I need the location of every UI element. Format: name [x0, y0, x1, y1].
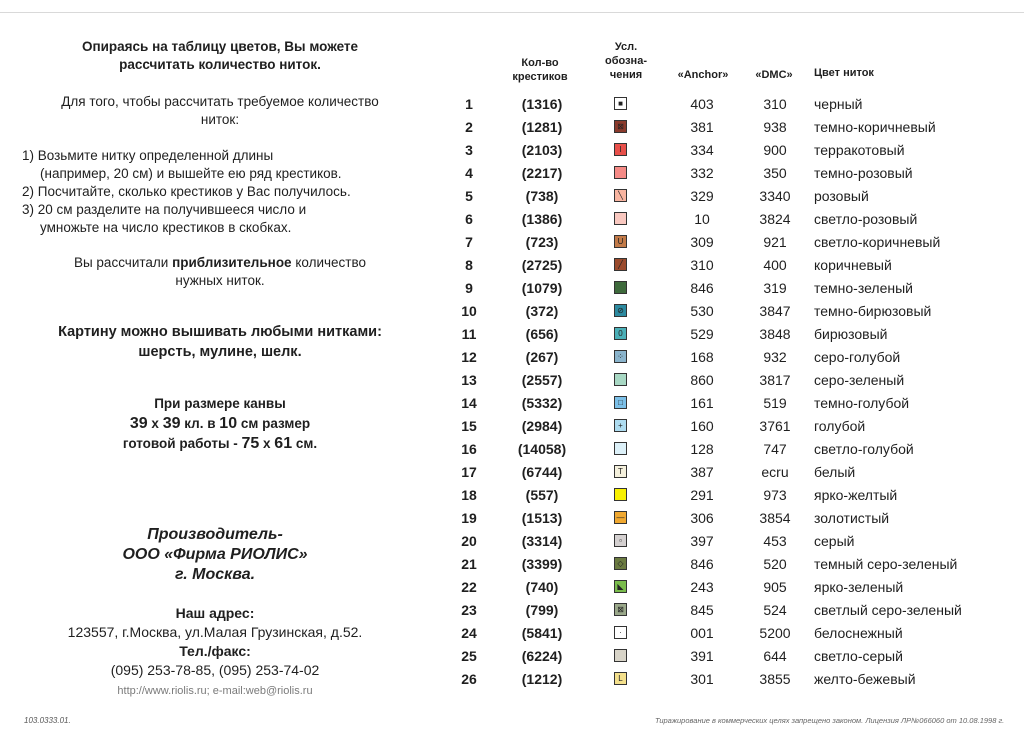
color-name: белоснежный — [814, 625, 903, 641]
stitch-count: (1316) — [521, 96, 563, 112]
header-dmc: «DMC» — [755, 69, 793, 81]
row-number: 23 — [461, 602, 477, 618]
color-name: золотистый — [814, 510, 890, 526]
anchor-code: 860 — [690, 372, 714, 388]
dmc-code: 453 — [763, 533, 787, 549]
symbol-swatch-icon: ╲ — [614, 189, 627, 202]
dmc-code: 3761 — [759, 418, 791, 434]
dmc-code: 921 — [763, 234, 787, 250]
stitch-count: (14058) — [517, 441, 567, 457]
symbol-swatch-icon: ⊘ — [614, 304, 627, 317]
license-note: Тиражирование в коммерческих целях запрещено законом. Лицензия ЛР№066060 от 10.08.1998 г. — [655, 716, 1005, 725]
table-row — [450, 599, 1010, 622]
row-number: 18 — [461, 487, 477, 503]
table-row — [450, 553, 1010, 576]
dmc-code: 319 — [763, 280, 787, 296]
stitch-count: (557) — [525, 487, 559, 503]
row-number: 21 — [461, 556, 477, 572]
dmc-code: 519 — [763, 395, 787, 411]
dmc-code: ecru — [761, 464, 789, 480]
table-row — [450, 392, 1010, 415]
dmc-code: 973 — [763, 487, 787, 503]
stitch-count: (2557) — [521, 372, 563, 388]
symbol-swatch-icon — [614, 166, 627, 179]
header-color: Цвет ниток — [814, 67, 874, 79]
stitch-count: (2725) — [521, 257, 563, 273]
color-name: белый — [814, 464, 856, 480]
symbol-swatch-icon: ◇ — [614, 557, 627, 570]
color-name: темно-розовый — [814, 165, 913, 181]
table-row — [450, 116, 1010, 139]
symbol-swatch-icon: ⊠ — [614, 120, 627, 133]
color-name: светлый серо-зеленый — [814, 602, 962, 618]
stitch-count: (267) — [525, 349, 559, 365]
symbol-swatch-icon: ⁘ — [614, 350, 627, 363]
row-number: 26 — [461, 671, 477, 687]
table-row — [450, 530, 1010, 553]
address-value: 123557, г.Москва, ул.Малая Грузинская, д.52. — [67, 624, 363, 640]
stitch-count: (1212) — [521, 671, 563, 687]
website-link[interactable]: http://www.riolis.ru; e-mail:web@riolis.ru — [117, 685, 313, 697]
dmc-code: 5200 — [759, 625, 791, 641]
dmc-code: 747 — [763, 441, 787, 457]
table-row — [450, 438, 1010, 461]
dmc-code: 932 — [763, 349, 787, 365]
dmc-code: 310 — [763, 96, 787, 112]
stitch-count: (372) — [525, 303, 559, 319]
anchor-code: 310 — [690, 257, 714, 273]
color-name: темный серо-зеленый — [814, 556, 958, 572]
row-number: 10 — [461, 303, 477, 319]
table-row — [450, 162, 1010, 185]
color-name: голубой — [814, 418, 866, 434]
anchor-code: 309 — [690, 234, 714, 250]
anchor-code: 846 — [690, 280, 714, 296]
stitch-count: (656) — [525, 326, 559, 342]
table-row — [450, 369, 1010, 392]
color-name: светло-серый — [814, 648, 903, 664]
row-number: 24 — [461, 625, 477, 641]
phone-value: (095) 253-78-85, (095) 253-74-02 — [110, 662, 320, 678]
color-name: черный — [814, 96, 863, 112]
row-number: 20 — [461, 533, 477, 549]
step-1-cont: (например, 20 см) и вышейте ею ряд крестиков. — [40, 166, 342, 181]
color-name: терракотовый — [814, 142, 905, 158]
phone-label: Тел./факс: — [179, 643, 251, 659]
anchor-code: 10 — [694, 211, 710, 227]
step-3: 3) 20 см разделите на получившееся число и — [22, 202, 307, 217]
anchor-code: 529 — [690, 326, 714, 342]
dmc-code: 350 — [763, 165, 787, 181]
anchor-code: 160 — [690, 418, 714, 434]
dmc-code: 3855 — [759, 671, 791, 687]
stitch-count: (738) — [525, 188, 559, 204]
symbol-swatch-icon: ╱ — [614, 258, 627, 271]
table-row — [450, 346, 1010, 369]
header-symbol: Усл. обозна- чения — [605, 41, 647, 81]
step-1: 1) Возьмите нитку определенной длины — [22, 148, 274, 163]
color-name: светло-голубой — [814, 441, 914, 457]
row-number: 6 — [465, 211, 473, 227]
symbol-swatch-icon: ▫ — [614, 534, 627, 547]
symbol-swatch-icon: U — [614, 235, 627, 248]
table-row — [450, 461, 1010, 484]
symbol-swatch-icon: L — [614, 672, 627, 685]
anchor-code: 306 — [690, 510, 714, 526]
row-number: 22 — [461, 579, 477, 595]
color-name: бирюзовый — [814, 326, 888, 342]
row-number: 16 — [461, 441, 477, 457]
step-2: 2) Посчитайте, сколько крестиков у Вас получилось. — [22, 184, 351, 199]
color-name: серо-зеленый — [814, 372, 905, 388]
intro-heading: Опираясь на таблицу цветов, Вы можете рассчитать количество ниток. — [81, 39, 359, 72]
dmc-code: 938 — [763, 119, 787, 135]
anchor-code: 291 — [690, 487, 714, 503]
producer: Производитель- ООО «Фирма РИОЛИС» г. Москва. — [122, 526, 308, 583]
row-number: 13 — [461, 372, 477, 388]
symbol-swatch-icon: I — [614, 143, 627, 156]
row-number: 25 — [461, 648, 477, 664]
row-number: 9 — [465, 280, 473, 296]
threads-note: Картину можно вышивать любыми нитками: шерсть, мулине, шелк. — [58, 324, 382, 360]
color-name: темно-зеленый — [814, 280, 913, 296]
symbol-swatch-icon: 0 — [614, 327, 627, 340]
product-code: 103.0333.01. — [24, 716, 71, 725]
anchor-code: 161 — [690, 395, 714, 411]
dmc-code: 3340 — [759, 188, 791, 204]
dmc-code: 520 — [763, 556, 787, 572]
table-row — [450, 93, 1010, 116]
calc-steps — [22, 147, 422, 237]
anchor-code: 846 — [690, 556, 714, 572]
table-row — [450, 277, 1010, 300]
stitch-count: (1281) — [521, 119, 563, 135]
dmc-code: 900 — [763, 142, 787, 158]
stitch-count: (1513) — [521, 510, 563, 526]
color-name: серо-голубой — [814, 349, 901, 365]
stitch-count: (5332) — [521, 395, 563, 411]
row-number: 17 — [461, 464, 477, 480]
stitch-count: (6744) — [521, 464, 563, 480]
symbol-swatch-icon — [614, 488, 627, 501]
table-row — [450, 185, 1010, 208]
stitch-count: (1386) — [521, 211, 563, 227]
row-number: 19 — [461, 510, 477, 526]
header-anchor: «Anchor» — [677, 69, 729, 81]
row-number: 15 — [461, 418, 477, 434]
table-row — [450, 323, 1010, 346]
dmc-code: 3817 — [759, 372, 791, 388]
row-number: 12 — [461, 349, 477, 365]
row-number: 8 — [465, 257, 473, 273]
table-row — [450, 231, 1010, 254]
anchor-code: 391 — [690, 648, 714, 664]
dmc-code: 644 — [763, 648, 787, 664]
stitch-count: (5841) — [521, 625, 563, 641]
symbol-swatch-icon — [614, 373, 627, 386]
table-row — [450, 507, 1010, 530]
table-row — [450, 415, 1010, 438]
calc-intro: Для того, чтобы рассчитать требуемое количество ниток: — [61, 94, 379, 127]
anchor-code: 128 — [690, 441, 714, 457]
color-name: ярко-зеленый — [814, 579, 904, 595]
dmc-code: 905 — [763, 579, 787, 595]
size-note: При размере канвы 39 х 39 кл. в 10 см размер готовой работы - 75 х 61 см. — [122, 396, 318, 452]
symbol-swatch-icon: T — [614, 465, 627, 478]
anchor-code: 243 — [690, 579, 714, 595]
anchor-code: 329 — [690, 188, 714, 204]
row-number: 7 — [465, 234, 473, 250]
anchor-code: 530 — [690, 303, 714, 319]
color-name: коричневый — [814, 257, 892, 273]
row-number: 5 — [465, 188, 473, 204]
table-row — [450, 254, 1010, 277]
symbol-swatch-icon: ◣ — [614, 580, 627, 593]
stitch-count: (1079) — [521, 280, 563, 296]
stitch-count: (723) — [525, 234, 559, 250]
table-row — [450, 668, 1010, 691]
row-number: 1 — [465, 96, 473, 112]
symbol-swatch-icon — [614, 281, 627, 294]
table-row — [450, 208, 1010, 231]
header-count: Кол-во крестиков — [512, 57, 568, 83]
dmc-code: 3847 — [759, 303, 791, 319]
symbol-swatch-icon: · — [614, 626, 627, 639]
stitch-count: (2217) — [521, 165, 563, 181]
table-row — [450, 139, 1010, 162]
color-name: темно-бирюзовый — [814, 303, 932, 319]
row-number: 14 — [461, 395, 477, 411]
symbol-swatch-icon — [614, 442, 627, 455]
info-panel — [0, 0, 440, 748]
anchor-code: 301 — [690, 671, 714, 687]
color-name: светло-коричневый — [814, 234, 941, 250]
dmc-code: 3854 — [759, 510, 791, 526]
table-row — [450, 300, 1010, 323]
anchor-code: 397 — [690, 533, 714, 549]
anchor-code: 403 — [690, 96, 714, 112]
anchor-code: 334 — [690, 142, 714, 158]
color-name: темно-голубой — [814, 395, 910, 411]
anchor-code: 845 — [690, 602, 714, 618]
row-number: 3 — [465, 142, 473, 158]
address-label: Наш адрес: — [175, 605, 255, 621]
anchor-code: 001 — [690, 625, 714, 641]
symbol-swatch-icon: ■ — [614, 97, 627, 110]
table-row — [450, 622, 1010, 645]
step-3-cont: умножьте на число крестиков в скобках. — [40, 220, 292, 235]
stitch-count: (2103) — [521, 142, 563, 158]
table-row — [450, 484, 1010, 507]
color-name: светло-розовый — [814, 211, 918, 227]
stitch-count: (799) — [525, 602, 559, 618]
color-name: ярко-желтый — [814, 487, 898, 503]
row-number: 2 — [465, 119, 473, 135]
approx-note: Вы рассчитали приблизительное количество нужных ниток. — [73, 255, 367, 288]
table-row — [450, 576, 1010, 599]
table-row — [450, 645, 1010, 668]
anchor-code: 332 — [690, 165, 714, 181]
symbol-swatch-icon — [614, 649, 627, 662]
symbol-swatch-icon: □ — [614, 396, 627, 409]
dmc-code: 524 — [763, 602, 787, 618]
stitch-count: (3399) — [521, 556, 563, 572]
color-name: темно-коричневый — [814, 119, 936, 135]
row-number: 4 — [465, 165, 473, 181]
anchor-code: 387 — [690, 464, 714, 480]
color-name: желто-бежевый — [814, 671, 916, 687]
symbol-swatch-icon: — — [614, 511, 627, 524]
symbol-swatch-icon: ⊠ — [614, 603, 627, 616]
dmc-code: 3824 — [759, 211, 791, 227]
color-name: серый — [814, 533, 855, 549]
row-number: 11 — [461, 326, 477, 342]
stitch-count: (3314) — [521, 533, 563, 549]
symbol-swatch-icon: + — [614, 419, 627, 432]
color-name: розовый — [814, 188, 869, 204]
stitch-count: (740) — [525, 579, 559, 595]
anchor-code: 381 — [690, 119, 714, 135]
anchor-code: 168 — [690, 349, 714, 365]
stitch-count: (6224) — [521, 648, 563, 664]
symbol-swatch-icon — [614, 212, 627, 225]
dmc-code: 3848 — [759, 326, 791, 342]
dmc-code: 400 — [763, 257, 787, 273]
stitch-count: (2984) — [521, 418, 563, 434]
